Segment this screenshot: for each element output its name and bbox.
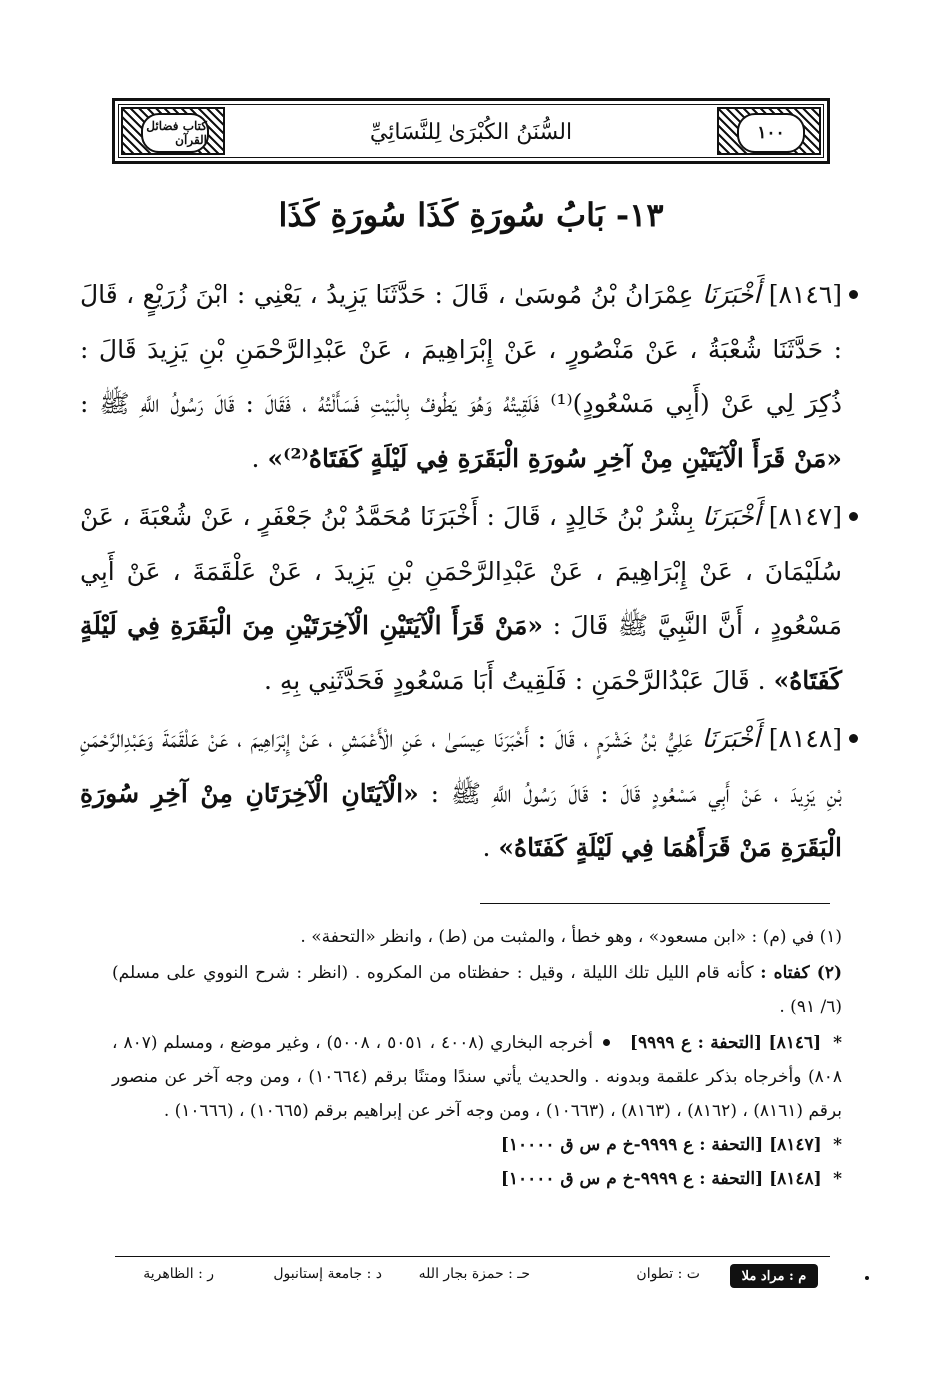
footnote-2-text: كأنه قام الليل تلك الليلة ، وقيل : حفظتاه من المكروه . (انظر : شرح النووي على مسلم) (٦/ ٩١) . xyxy=(112,963,842,1017)
hadith-text: بِشْرُ بْنُ خَالِدٍ ، قَالَ : أَخْبَرَنَا مُحَمَّدُ بْنُ جَعْفَرٍ ، عَنْ شُعْبَةَ ، عَنْ سُلَيْمَانَ ، عَنْ إِبْرَاهِيمَ ، عَنْ عَبْدِالرَّحْمَنِ بْنِ يَزِيدَ ، عَنْ عَلْقَمَةَ ، عَنْ أَبِي مَسْعُودٍ ، أَنَّ النَّبِيَّ ﷺ قَالَ : xyxy=(80,502,842,640)
footnote-divider xyxy=(480,903,830,904)
takhrij-tag: [٨١٤٦] [التحفة : ع ٩٩٩٩] xyxy=(629,1033,822,1053)
page-number: ١٠٠ xyxy=(737,113,805,153)
hadith-entry xyxy=(80,712,842,876)
bullet-icon xyxy=(849,734,858,743)
hadith-quote: «مَنْ قَرَأَ الْآيَتَيْنِ مِنْ آخِرِ سُورَةِ الْبَقَرَةِ فِي لَيْلَةٍ كَفَتَاهُ⁽²⁾» xyxy=(267,443,842,473)
bullet-icon xyxy=(849,512,858,521)
asterisk-icon: * xyxy=(833,1169,842,1189)
hadith-text: عَلِيُّ بْنُ خَشْرَمٍ ، قَالَ : أَخْبَرَنَا عِيسَىٰ ، عَنِ الْأَعْمَشِ ، عَنْ إِبْرَاهِيمَ ، عَنْ عَلْقَمَةَ وَعَبْدِالرَّحْمَنِ بْنِ يَزِيدَ ، عَنْ أَبِي مَسْعُودٍ قَالَ : قَالَ رَسُولُ اللَّهِ ﷺ : xyxy=(80,724,842,808)
takhrij-text: أخرجه البخاري (٤٠٠٨ ، ٥٠٥١ ، ٥٠٠٨) ، وغير موضع ، ومسلم (٨٠٧ ، ٨٠٨) وأخرجاه بذكر علقمة وبدونه . والحديث يأتي سندًا ومتنًا برقم (١٠٦٦٤) ، ومن وجه آخر عن منصور برقم (٨١٦١) ، (٨١٦٢) ، (٨١٦٣) ، (١٠٦٦٣) ، ومن وجه آخر عن إبراهيم برقم (١٠٦٦٥) ، (١٠٦٦٦) . xyxy=(112,1033,843,1121)
takhrij-8146 xyxy=(112,1026,842,1128)
hadith-number: [٨١٤٧] xyxy=(768,502,842,531)
takhrij-8148 xyxy=(112,1162,842,1196)
hadith-entry xyxy=(80,268,842,486)
header-ornament-left xyxy=(121,107,225,155)
akhbarana: أَخْبَرَنَا xyxy=(701,724,760,753)
manuscript-tetouan: ت : تطوان xyxy=(636,1266,700,1282)
manuscript-hamza: حـ : حمزة بجار الله xyxy=(418,1266,530,1282)
manuscript-badge: م : مراد ملا xyxy=(730,1264,818,1288)
hadith-number: [٨١٤٦] xyxy=(768,280,843,309)
takhrij-tag: [٨١٤٨] [التحفة : ع ٩٩٩٩-خ م س ق ١٠٠٠٠] xyxy=(500,1169,822,1189)
akhbarana: أَخْبَرَنَا xyxy=(701,280,761,309)
hadith-entry xyxy=(80,490,842,708)
page-header xyxy=(112,98,830,164)
hadith-tail: . xyxy=(482,833,491,862)
takhrij-8147 xyxy=(112,1128,842,1162)
bullet-icon xyxy=(849,290,858,299)
hadith-tail: . xyxy=(251,443,260,473)
bullet-icon xyxy=(603,1039,610,1046)
manuscript-legend xyxy=(130,1262,818,1292)
hadith-quote: «الْآيَتَانِ الْآخِرَتَانِ مِنْ آخِرِ سُورَةِ الْبَقَرَةِ مَنْ قَرَأَهُمَا فِي لَيْلَةٍ كَفَتَاهُ» xyxy=(80,778,842,862)
asterisk-icon: * xyxy=(833,1033,842,1053)
footnotes xyxy=(112,920,842,1196)
akhbarana: أَخْبَرَنَا xyxy=(702,502,761,531)
hadith-tail: . قَالَ عَبْدُالرَّحْمَنِ : فَلَقِيتُ أَبَا مَسْعُودٍ فَحَدَّثَنِي بِهِ . xyxy=(263,665,766,695)
footnote-1: (١) في (م) : «ابن مسعود» ، وهو خطأ ، والمثبت من (ط) ، وانظر «التحفة» . xyxy=(300,927,842,947)
chapter-title: ١٣- بَابُ سُورَةِ كَذَا سُورَةِ كَذَا xyxy=(278,196,664,234)
header-ornament-right xyxy=(717,107,821,155)
corner-mark xyxy=(865,1276,869,1280)
asterisk-icon: * xyxy=(833,1135,842,1155)
hadith-quote: «مَنْ قَرَأَ الْآيَتَيْنِ الْآخِرَتَيْنِ مِنَ الْبَقَرَةِ فِي لَيْلَةٍ كَفَتَاهُ» xyxy=(80,611,842,695)
bottom-divider xyxy=(115,1256,830,1257)
takhrij-tag: [٨١٤٧] [التحفة : ع ٩٩٩٩-خ م س ق ١٠٠٠٠] xyxy=(500,1135,822,1155)
hadith-number: [٨١٤٨] xyxy=(768,724,843,753)
book-title: السُّنَنُ الكُبْرَىٰ لِلنَّسَائِيِّ xyxy=(369,119,573,145)
manuscript-istanbul: د : جامعة إستانبول xyxy=(273,1266,382,1282)
section-emblem: كتاب فضائل القرآن xyxy=(141,113,209,153)
footnote-2 xyxy=(112,956,842,1024)
footnote-2-label: (٢) كفتاه : xyxy=(760,963,843,983)
hadith-text: عِمْرَانُ بْنُ مُوسَىٰ ، قَالَ : حَدَّثَنَا يَزِيدُ ، يَعْنِي : ابْنَ زُرَيْعٍ ، قَالَ : حَدَّثَنَا شُعْبَةُ ، عَنْ مَنْصُورٍ ، عَنْ إِبْرَاهِيمَ ، عَنْ عَبْدِالرَّحْمَنِ بْنِ يَزِيدَ قَالَ : ذُكِرَ لِي عَنْ (أَبِي مَسْعُودٍ)⁽¹⁾ فَلَقِيتُهُ وَهُوَ يَطُوفُ بِالْبَيْتِ فَسَأَلْتُهُ ، فَقَالَ : قَالَ رَسُولُ اللَّهِ ﷺ : xyxy=(80,280,842,418)
manuscript-zahiriyya: ر : الظاهرية xyxy=(143,1266,214,1282)
